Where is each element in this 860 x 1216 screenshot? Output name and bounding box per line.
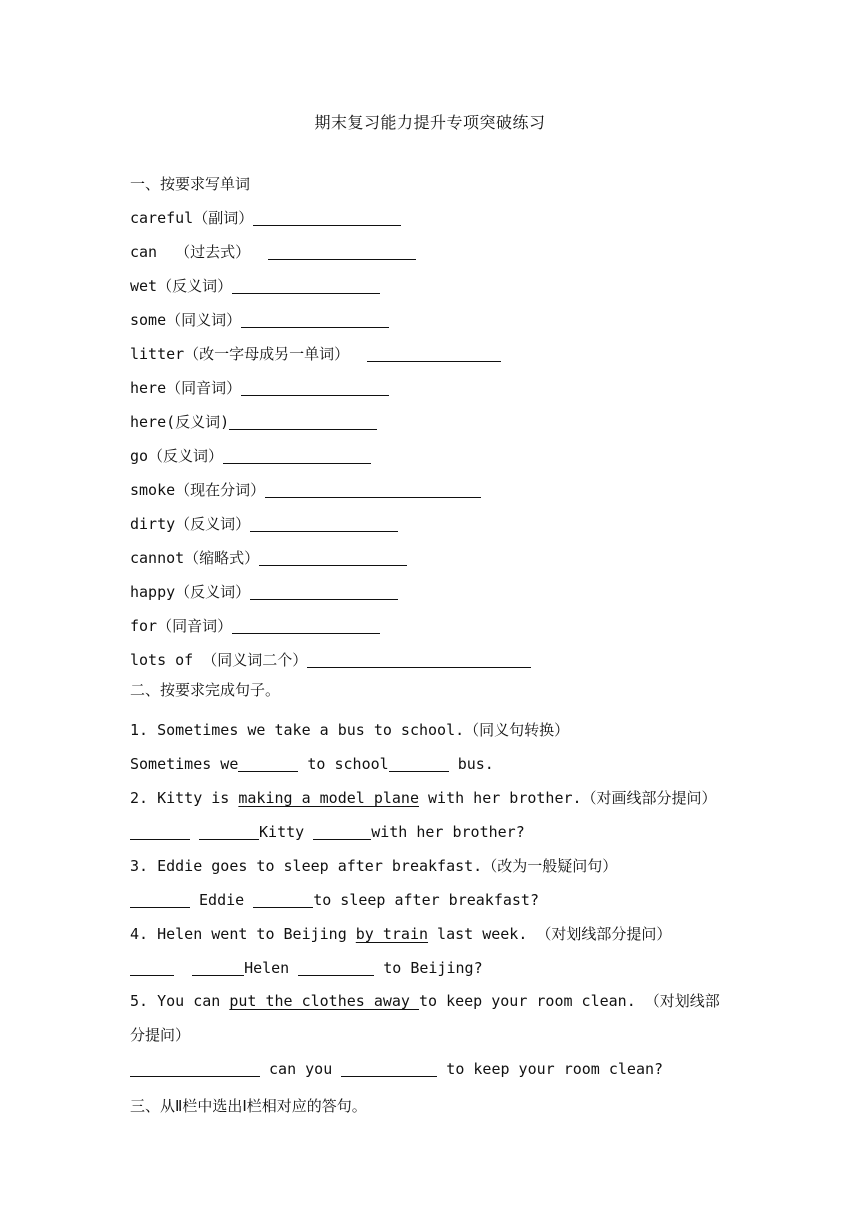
answer-blank[interactable] bbox=[298, 959, 374, 976]
item-text: lots of （同义词二个） bbox=[130, 651, 308, 669]
underlined-phrase: put the clothes away bbox=[229, 992, 419, 1010]
word-item-5 bbox=[130, 344, 501, 366]
section-1-heading: 一、按要求写单词 bbox=[130, 175, 251, 193]
word-item-3 bbox=[130, 276, 380, 298]
underlined-phrase: by train bbox=[355, 925, 429, 943]
answer-blank[interactable] bbox=[232, 617, 380, 634]
answer-blank[interactable] bbox=[241, 311, 389, 328]
word-item-6 bbox=[130, 378, 389, 400]
answer-blank[interactable] bbox=[130, 959, 174, 976]
prompt-text: with her brother.（对画线部分提问） bbox=[419, 789, 717, 807]
item-text: here（同音词） bbox=[130, 379, 242, 397]
answer-blank[interactable] bbox=[367, 345, 501, 362]
question-2-prompt bbox=[130, 788, 717, 810]
answer-blank[interactable] bbox=[253, 209, 401, 226]
page-title: 期末复习能力提升专项突破练习 bbox=[314, 113, 546, 132]
answer-text: to school bbox=[298, 755, 389, 773]
answer-blank[interactable] bbox=[250, 583, 398, 600]
answer-blank[interactable] bbox=[341, 1060, 437, 1077]
word-item-13 bbox=[130, 616, 380, 638]
prompt-text: 5. You can bbox=[130, 992, 230, 1010]
item-text: cannot（缩略式） bbox=[130, 549, 260, 567]
question-5-answer bbox=[130, 1059, 663, 1081]
word-item-2 bbox=[130, 242, 416, 264]
question-2-answer bbox=[130, 822, 525, 844]
answer-blank[interactable] bbox=[223, 447, 371, 464]
item-text: happy（反义词） bbox=[130, 583, 251, 601]
answer-blank[interactable] bbox=[253, 891, 313, 908]
item-text: here(反义词) bbox=[130, 413, 230, 431]
answer-blank[interactable] bbox=[232, 277, 380, 294]
item-text: some（同义词） bbox=[130, 311, 242, 329]
answer-blank[interactable] bbox=[130, 891, 190, 908]
prompt-text: to keep your room clean. （对划线部分提问） bbox=[130, 992, 720, 1044]
answer-blank[interactable] bbox=[313, 823, 371, 840]
prompt-text: last week. （对划线部分提问） bbox=[428, 925, 672, 943]
answer-blank[interactable] bbox=[130, 1060, 260, 1077]
answer-text: Sometimes we bbox=[130, 755, 239, 773]
word-item-10 bbox=[130, 514, 398, 536]
answer-text: Eddie bbox=[190, 891, 254, 909]
answer-text: to keep your room clean? bbox=[437, 1060, 664, 1078]
item-text: smoke（现在分词） bbox=[130, 481, 266, 499]
answer-text: to sleep after breakfast? bbox=[313, 891, 539, 909]
answer-text: can you bbox=[260, 1060, 342, 1078]
answer-blank[interactable] bbox=[389, 755, 449, 772]
question-4-answer bbox=[130, 958, 483, 980]
item-text: litter（改一字母成另一单词） bbox=[130, 345, 368, 363]
answer-blank[interactable] bbox=[268, 243, 416, 260]
section-3-heading: 三、从Ⅱ栏中选出Ⅰ栏相对应的答句。 bbox=[130, 1097, 367, 1115]
word-item-1 bbox=[130, 208, 401, 230]
item-text: careful（副词） bbox=[130, 209, 254, 227]
answer-text: to Beijing? bbox=[374, 959, 483, 977]
word-item-7 bbox=[130, 412, 377, 434]
answer-blank[interactable] bbox=[130, 823, 190, 840]
word-item-11 bbox=[130, 548, 407, 570]
item-text: go（反义词） bbox=[130, 447, 224, 465]
word-item-8 bbox=[130, 446, 371, 468]
word-item-9 bbox=[130, 480, 481, 502]
answer-text: with her brother? bbox=[371, 823, 525, 841]
underlined-phrase: making a model plane bbox=[238, 789, 419, 807]
question-3-prompt: 3. Eddie goes to sleep after breakfast.（改为一般疑问句） bbox=[130, 857, 618, 875]
answer-blank[interactable] bbox=[307, 651, 531, 668]
answer-text: Kitty bbox=[259, 823, 314, 841]
answer-blank[interactable] bbox=[259, 549, 407, 566]
answer-text: bus. bbox=[448, 755, 494, 773]
answer-blank[interactable] bbox=[265, 481, 481, 498]
question-1-prompt: 1. Sometimes we take a bus to school.（同义句转换） bbox=[130, 721, 570, 739]
item-text: wet（反义词） bbox=[130, 277, 233, 295]
question-1-answer bbox=[130, 754, 494, 776]
prompt-text: 4. Helen went to Beijing bbox=[130, 925, 356, 943]
question-3-answer bbox=[130, 890, 539, 912]
answer-blank[interactable] bbox=[192, 959, 244, 976]
answer-blank[interactable] bbox=[229, 413, 377, 430]
word-item-12 bbox=[130, 582, 398, 604]
answer-blank[interactable] bbox=[238, 755, 298, 772]
prompt-text: 2. Kitty is bbox=[130, 789, 239, 807]
answer-text: Helen bbox=[244, 959, 299, 977]
section-2-heading: 二、按要求完成句子。 bbox=[130, 681, 281, 699]
item-text: for（同音词） bbox=[130, 617, 233, 635]
item-text: can （过去式） bbox=[130, 243, 269, 261]
answer-blank[interactable] bbox=[250, 515, 398, 532]
word-item-14 bbox=[130, 650, 531, 672]
answer-blank[interactable] bbox=[241, 379, 389, 396]
answer-blank[interactable] bbox=[199, 823, 259, 840]
question-4-prompt bbox=[130, 924, 671, 946]
question-5-prompt bbox=[130, 984, 730, 1054]
word-item-4 bbox=[130, 310, 389, 332]
item-text: dirty（反义词） bbox=[130, 515, 251, 533]
